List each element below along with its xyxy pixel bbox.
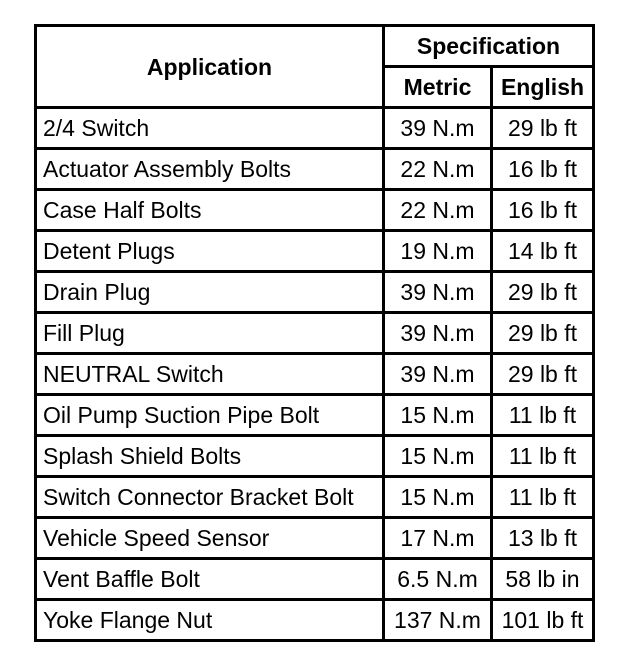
metric-cell: 22 N.m (384, 190, 492, 231)
application-cell: Yoke Flange Nut (36, 600, 384, 641)
application-cell: NEUTRAL Switch (36, 354, 384, 395)
application-cell: Fill Plug (36, 313, 384, 354)
application-cell: Splash Shield Bolts (36, 436, 384, 477)
english-cell: 13 lb ft (492, 518, 594, 559)
table-row (36, 190, 594, 231)
metric-cell: 39 N.m (384, 272, 492, 313)
table-body (36, 108, 594, 641)
table-row (36, 272, 594, 313)
english-cell: 14 lb ft (492, 231, 594, 272)
english-cell: 29 lb ft (492, 108, 594, 149)
table-row (36, 600, 594, 641)
application-cell: Vent Baffle Bolt (36, 559, 384, 600)
table-row (36, 477, 594, 518)
application-cell: Oil Pump Suction Pipe Bolt (36, 395, 384, 436)
application-cell: Switch Connector Bracket Bolt (36, 477, 384, 518)
metric-column-header: Metric (384, 67, 492, 108)
table-row (36, 231, 594, 272)
metric-cell: 19 N.m (384, 231, 492, 272)
english-cell: 11 lb ft (492, 477, 594, 518)
table-row (36, 354, 594, 395)
specification-column-header: Specification (384, 26, 594, 67)
metric-cell: 22 N.m (384, 149, 492, 190)
header-row-top (36, 26, 594, 67)
english-cell: 29 lb ft (492, 354, 594, 395)
metric-cell: 15 N.m (384, 395, 492, 436)
metric-cell: 6.5 N.m (384, 559, 492, 600)
english-cell: 16 lb ft (492, 190, 594, 231)
application-column-header: Application (36, 26, 384, 108)
table-row (36, 149, 594, 190)
application-cell: Detent Plugs (36, 231, 384, 272)
table-header (36, 26, 594, 108)
metric-cell: 39 N.m (384, 354, 492, 395)
application-cell: Drain Plug (36, 272, 384, 313)
table-row (36, 395, 594, 436)
english-cell: 29 lb ft (492, 272, 594, 313)
english-cell: 11 lb ft (492, 436, 594, 477)
metric-cell: 39 N.m (384, 108, 492, 149)
english-cell: 11 lb ft (492, 395, 594, 436)
metric-cell: 137 N.m (384, 600, 492, 641)
application-cell: 2/4 Switch (36, 108, 384, 149)
table-row (36, 436, 594, 477)
english-column-header: English (492, 67, 594, 108)
table-row (36, 108, 594, 149)
metric-cell: 17 N.m (384, 518, 492, 559)
application-cell: Vehicle Speed Sensor (36, 518, 384, 559)
table-row (36, 559, 594, 600)
metric-cell: 15 N.m (384, 436, 492, 477)
metric-cell: 39 N.m (384, 313, 492, 354)
application-cell: Case Half Bolts (36, 190, 384, 231)
application-cell: Actuator Assembly Bolts (36, 149, 384, 190)
english-cell: 101 lb ft (492, 600, 594, 641)
table-row (36, 313, 594, 354)
english-cell: 16 lb ft (492, 149, 594, 190)
english-cell: 58 lb in (492, 559, 594, 600)
torque-specifications-table (34, 24, 595, 642)
table-row (36, 518, 594, 559)
metric-cell: 15 N.m (384, 477, 492, 518)
english-cell: 29 lb ft (492, 313, 594, 354)
